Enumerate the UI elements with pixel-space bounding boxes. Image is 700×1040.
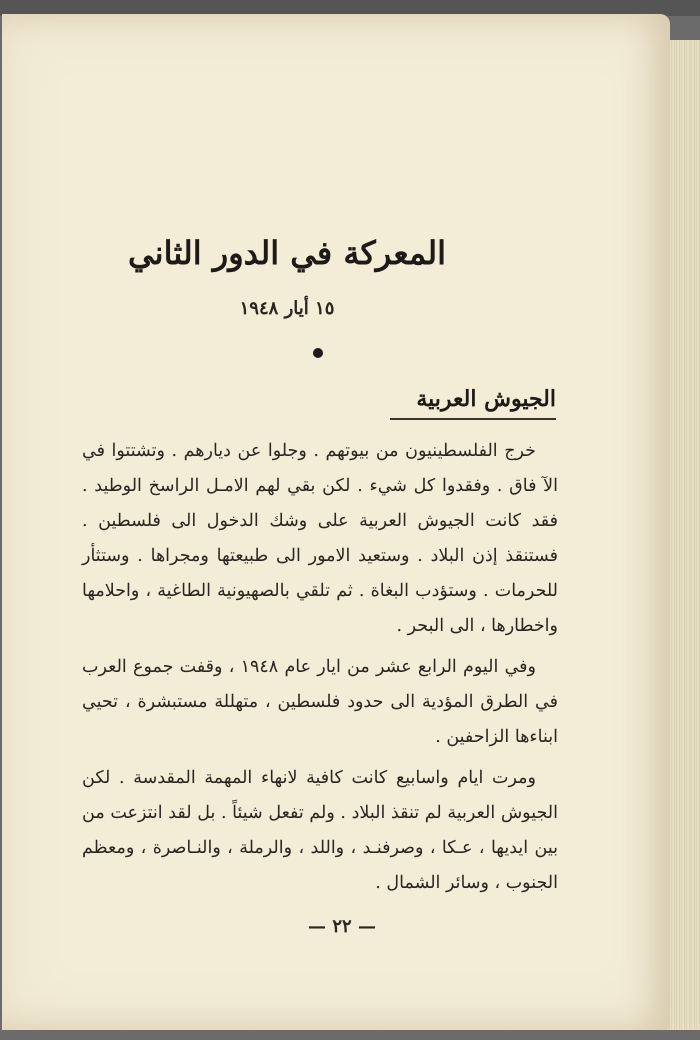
chapter-title: المعركة في الدور الثاني bbox=[128, 234, 446, 272]
paragraph: ومرت ايام واسابيع كانت كافية لانهاء المهمة المقدسة . لكن الجيوش العربية لم تنقذ البلاد . ولم تفعل شيئاً . بل لقد انتزعت من بين ايديها ، عـكا ، وصرفنـد ، واللد ، والرملة ، والنـاصرة ، ومعظم الجنوب ، وسائر الشمال . bbox=[82, 768, 558, 893]
book-page bbox=[2, 14, 670, 1030]
separator-dot-icon bbox=[313, 348, 323, 358]
chapter-date: ١٥ أيار ١٩٤٨ bbox=[239, 298, 335, 319]
paragraph: وفي اليوم الرابع عشر من ايار عام ١٩٤٨ ، وقفت جموع العرب في الطرق المؤدية الى حدود فلسطين ، متهللة مستبشرة ، تحيي ابناءها الزاحفين . bbox=[82, 657, 558, 747]
section-heading: الجيوش العربية bbox=[390, 386, 556, 420]
body-text bbox=[82, 434, 558, 901]
page-number: — ٢٢ — bbox=[308, 916, 376, 937]
paragraph: خرج الفلسطينيون من بيوتهم . وجلوا عن ديارهم . وتشتتوا في الآ فاق . وفقدوا كل شيء . لكن بقي لهم الامـل الراسخ الوطيد . فقد كانت الجيوش العربية على وشك الدخول الى فلسطين . فستنقذ إذن البلاد . وستعيد الامور الى طبيعتها ومجراها . وستثأر للحرمات . وستؤدب البغاة . ثم تلقي بالصهيونية الطاغية ، واحلامها واخطارها ، الى البحر . bbox=[82, 441, 558, 636]
page-content bbox=[2, 14, 670, 1030]
